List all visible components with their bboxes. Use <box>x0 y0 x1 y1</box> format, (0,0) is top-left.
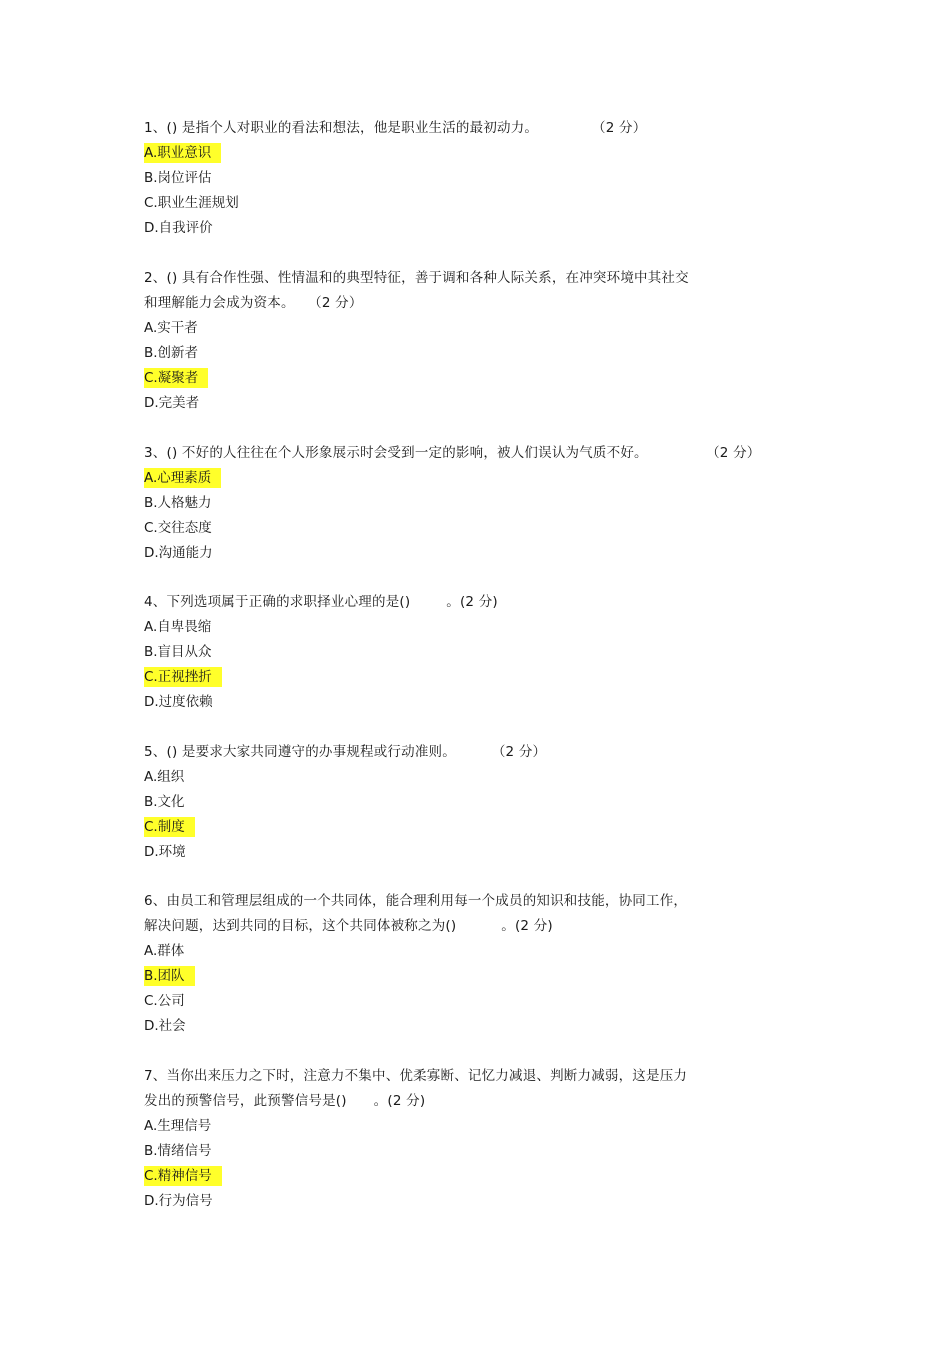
option-c: C.职业生涯规划 <box>144 195 239 211</box>
option-a: A.生理信号 <box>144 1118 212 1134</box>
option-c <box>144 665 824 690</box>
option-b: B.创新者 <box>144 345 199 361</box>
question-text-cont: 解决问题，达到共同的目标，这个共同体被称之为() 。(2 分) <box>144 918 553 934</box>
option-d: D.完美者 <box>144 395 200 411</box>
highlighted-answer: A.心理素质 <box>144 468 221 488</box>
option-a: A.组织 <box>144 769 185 785</box>
question-text: 6、由员工和管理层组成的一个共同体，能合理利用每一个成员的知识和技能，协同工作， <box>144 893 688 909</box>
option-c: C.交往态度 <box>144 520 212 536</box>
question-5 <box>144 740 824 865</box>
option-d: D.环境 <box>144 844 186 860</box>
highlighted-answer: B.团队 <box>144 966 195 986</box>
question-6 <box>144 889 824 1039</box>
option-b: B.文化 <box>144 794 185 810</box>
option-d: D.社会 <box>144 1018 186 1034</box>
question-text: 5、() 是要求大家共同遵守的办事规程或行动准则。 （2 分） <box>144 744 547 760</box>
option-a: A.自卑畏缩 <box>144 619 212 635</box>
highlighted-answer: C.精神信号 <box>144 1166 222 1186</box>
question-3 <box>144 441 824 566</box>
highlighted-answer: C.正视挫折 <box>144 667 222 687</box>
question-text-cont: 和理解能力会成为资本。 （2 分） <box>144 295 363 311</box>
option-d: D.行为信号 <box>144 1193 213 1209</box>
highlighted-answer: A.职业意识 <box>144 143 221 163</box>
highlighted-answer: C.制度 <box>144 817 195 837</box>
question-text: 7、当你出来压力之下时，注意力不集中、优柔寡断、记忆力减退、判断力减弱，这是压力 <box>144 1068 688 1084</box>
question-text: 1、() 是指个人对职业的看法和想法，他是职业生活的最初动力。 （2 分） <box>144 120 647 136</box>
highlighted-answer: C.凝聚者 <box>144 368 208 388</box>
option-d: D.过度依赖 <box>144 694 213 710</box>
option-a <box>144 466 824 491</box>
question-2 <box>144 266 824 416</box>
question-text: 2、() 具有合作性强、性情温和的典型特征，善于调和各种人际关系，在冲突环境中其社交 <box>144 270 689 286</box>
option-c <box>144 815 824 840</box>
question-7 <box>144 1064 824 1214</box>
option-a: A.群体 <box>144 943 185 959</box>
option-a <box>144 141 824 166</box>
option-d: D.沟通能力 <box>144 545 213 561</box>
option-c: C.公司 <box>144 993 185 1009</box>
option-a: A.实干者 <box>144 320 198 336</box>
option-c <box>144 366 824 391</box>
option-b: B.岗位评估 <box>144 170 212 186</box>
question-text-cont: 发出的预警信号，此预警信号是() 。(2 分) <box>144 1093 426 1109</box>
option-b <box>144 964 824 989</box>
question-4 <box>144 590 824 715</box>
option-b: B.人格魅力 <box>144 495 212 511</box>
question-text: 4、下列选项属于正确的求职择业心理的是() 。(2 分) <box>144 594 498 610</box>
question-text: 3、() 不好的人往往在个人形象展示时会受到一定的影响，被人们误认为气质不好。 （2 分） <box>144 445 761 461</box>
question-1 <box>144 116 824 241</box>
option-b: B.盲目从众 <box>144 644 212 660</box>
option-b: B.情绪信号 <box>144 1143 212 1159</box>
option-d: D.自我评价 <box>144 220 213 236</box>
option-c <box>144 1164 824 1189</box>
